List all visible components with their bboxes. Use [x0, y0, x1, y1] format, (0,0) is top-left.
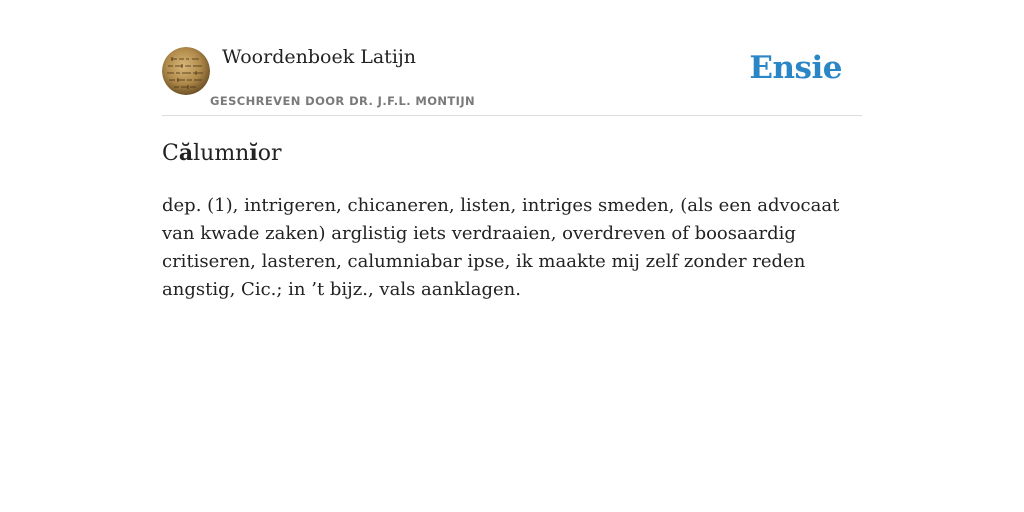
dictionary-title-link[interactable]: Woordenboek Latijn [222, 46, 417, 68]
headword-part: C [162, 141, 179, 166]
entry-headword [162, 140, 281, 166]
author-label: GESCHREVEN DOOR DR. J.F.L. MONTIJN [210, 94, 476, 108]
ensie-logo-link[interactable]: Ensie [749, 50, 842, 86]
headword-part: lumn [193, 141, 250, 166]
entry-definition: dep. (1), intrigeren, chicaneren, listen, intriges smeden, (als een advocaat van kwade zaken) arglistig iets verdraaien, overdreven of boosaardig critiseren, lasteren, calumniabar ipse, ik maakte mij zelf zonder reden angstig, Cic.; in ’t bijz., vals aanklagen. [162, 195, 840, 300]
page-container [162, 0, 862, 300]
headword-part-breve: ĭ [249, 140, 258, 166]
site-header [162, 0, 862, 116]
latin-coin-icon[interactable] [162, 47, 210, 95]
headword-part-breve: ă [178, 140, 194, 166]
headword-part: or [257, 141, 282, 166]
